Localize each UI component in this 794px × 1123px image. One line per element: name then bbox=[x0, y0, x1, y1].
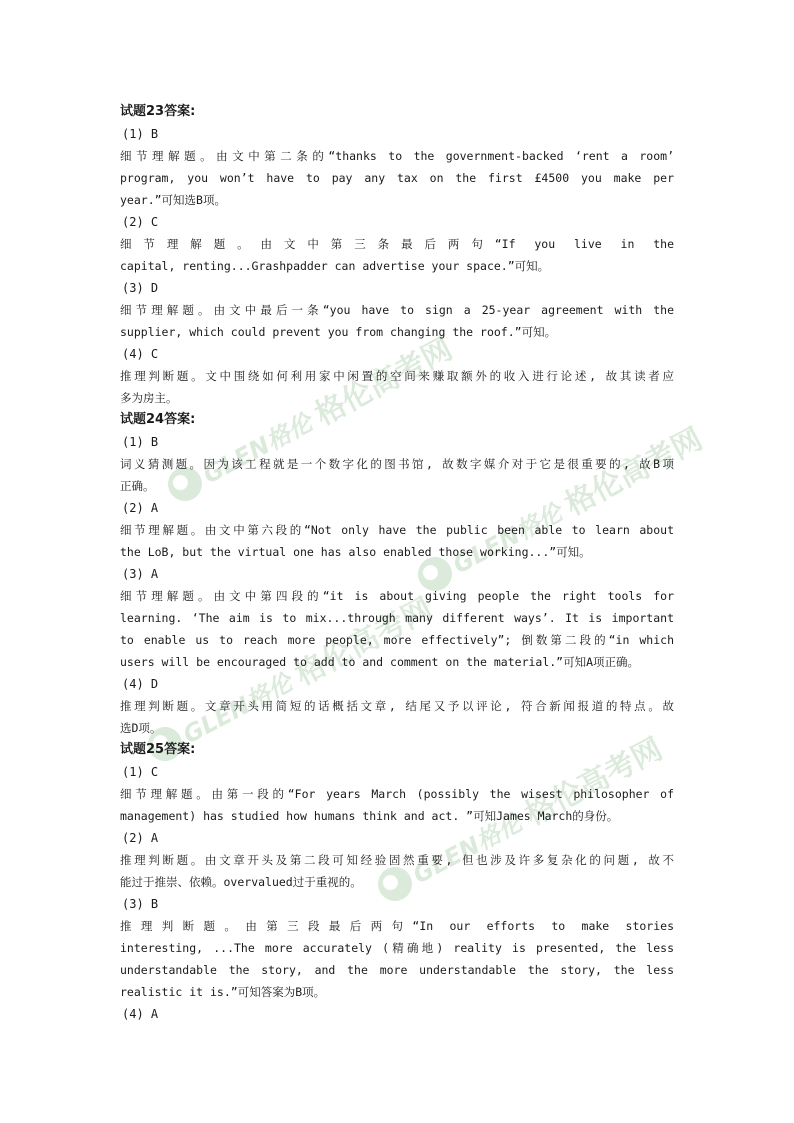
watermark-brand: GLEN格伦 bbox=[198, 407, 317, 489]
explanation-line: 细节理解题。由文中第六段的“Not only have the public been able to learn about bbox=[120, 523, 674, 537]
section-title: 试题23答案: bbox=[120, 104, 196, 119]
explanation-line: realistic it is.”可知答案为B项。 bbox=[120, 985, 326, 999]
section-title: 试题24答案: bbox=[120, 412, 196, 427]
explanation-line: program, you won’t have to pay any tax on the first £4500 you make per bbox=[120, 171, 674, 185]
explanation-line: supplier, which could prevent you from changing the roof.”可知。 bbox=[120, 325, 557, 339]
explanation bbox=[120, 233, 674, 277]
explanation-line: to enable us to reach more people, more effectively”; 倒数第二段的“in which bbox=[120, 633, 674, 647]
answer-choice: (4) D bbox=[122, 677, 159, 691]
watermark-title: 格伦高考网 bbox=[519, 731, 669, 833]
explanation-line: 细节理解题。由文中第二条的“thanks to the government-backed ‘rent a room’ bbox=[120, 149, 674, 163]
explanation-line: interesting, ...The more accurately (精确地) reality is presented, the less bbox=[120, 941, 674, 955]
answer-choice: (3) D bbox=[122, 281, 159, 295]
answer-choice: (1) B bbox=[122, 127, 159, 141]
answer-choice: (1) B bbox=[122, 435, 159, 449]
answer-choice: (4) A bbox=[122, 1007, 159, 1021]
explanation-line: 推理判断题。由第三段最后两句“In our efforts to make stories bbox=[120, 919, 674, 933]
explanation-line: 推理判断题。文章开头用简短的话概括文章, 结尾又予以评论, 符合新闻报道的特点。故 bbox=[120, 699, 674, 713]
explanation-line: understandable the story, and the more understandable the story, the less bbox=[120, 963, 674, 977]
answer-document bbox=[120, 101, 674, 1025]
explanation-line: 能过于推崇、依赖。overvalued过于重视的。 bbox=[120, 875, 362, 889]
explanation-line: learning. ‘The aim is to mix...through many different ways’. It is important bbox=[120, 611, 674, 625]
explanation bbox=[120, 695, 674, 739]
explanation bbox=[120, 915, 674, 1003]
watermark-brand: GLEN格伦 bbox=[448, 497, 567, 579]
explanation-line: 细节理解题。由文中第四段的“it is about giving people the right tools for bbox=[120, 589, 674, 603]
answer-choice: (4) C bbox=[122, 347, 159, 361]
watermark-brand: GLEN格伦 bbox=[408, 807, 527, 889]
explanation-line: 细节理解题。由文中最后一条“you have to sign a 25-year agreement with the bbox=[120, 303, 674, 317]
explanation-line: year.”可知选B项。 bbox=[120, 193, 226, 207]
watermark-title: 格伦高考网 bbox=[559, 421, 709, 523]
answer-choice: (1) C bbox=[122, 765, 159, 779]
explanation-line: users will be encouraged to add to and comment on the material.”可知A项正确。 bbox=[120, 655, 640, 669]
explanation bbox=[120, 783, 674, 827]
explanation-line: 选D项。 bbox=[120, 721, 162, 735]
explanation bbox=[120, 299, 674, 343]
explanation bbox=[120, 519, 674, 563]
explanation-line: capital, renting...Grashpadder can advertise your space.”可知。 bbox=[120, 259, 550, 273]
explanation-line: 正确。 bbox=[120, 479, 155, 493]
answer-choice: (2) A bbox=[122, 831, 159, 845]
explanation bbox=[120, 145, 674, 211]
answer-choice: (2) C bbox=[122, 215, 159, 229]
explanation-line: 推理判断题。由文章开头及第二段可知经验固然重要, 但也涉及许多复杂化的问题, 故不 bbox=[120, 853, 674, 867]
explanation-line: management) has studied how humans think and act. ”可知James March的身份。 bbox=[120, 809, 619, 823]
explanation-line: 词义猜测题。因为该工程就是一个数字化的图书馆, 故数字媒介对于它是很重要的, 故B项 bbox=[120, 457, 674, 471]
explanation-line: 多为房主。 bbox=[120, 391, 178, 405]
watermark-title: 格伦高考网 bbox=[289, 591, 439, 693]
answer-choice: (2) A bbox=[122, 501, 159, 515]
section-title: 试题25答案: bbox=[120, 742, 196, 757]
answer-choice: (3) B bbox=[122, 897, 159, 911]
answer-section bbox=[120, 101, 674, 409]
explanation-line: 推理判断题。文中围绕如何利用家中闲置的空间来赚取额外的收入进行论述, 故其读者应 bbox=[120, 369, 674, 383]
answer-section bbox=[120, 739, 674, 1025]
watermark-brand: GLEN格伦 bbox=[178, 667, 297, 749]
explanation bbox=[120, 849, 674, 893]
explanation bbox=[120, 585, 674, 673]
explanation-line: the LoB, but the virtual one has also enabled those working...”可知。 bbox=[120, 545, 591, 559]
answer-section bbox=[120, 409, 674, 739]
explanation bbox=[120, 365, 674, 409]
explanation-line: 细节理解题。由文中第三条最后两句“If you live in the bbox=[120, 237, 674, 251]
explanation bbox=[120, 453, 674, 497]
explanation-line: 细节理解题。由第一段的“For years March (possibly the wisest philosopher of bbox=[120, 787, 674, 801]
answer-choice: (3) A bbox=[122, 567, 159, 581]
watermark-title: 格伦高考网 bbox=[309, 331, 459, 433]
